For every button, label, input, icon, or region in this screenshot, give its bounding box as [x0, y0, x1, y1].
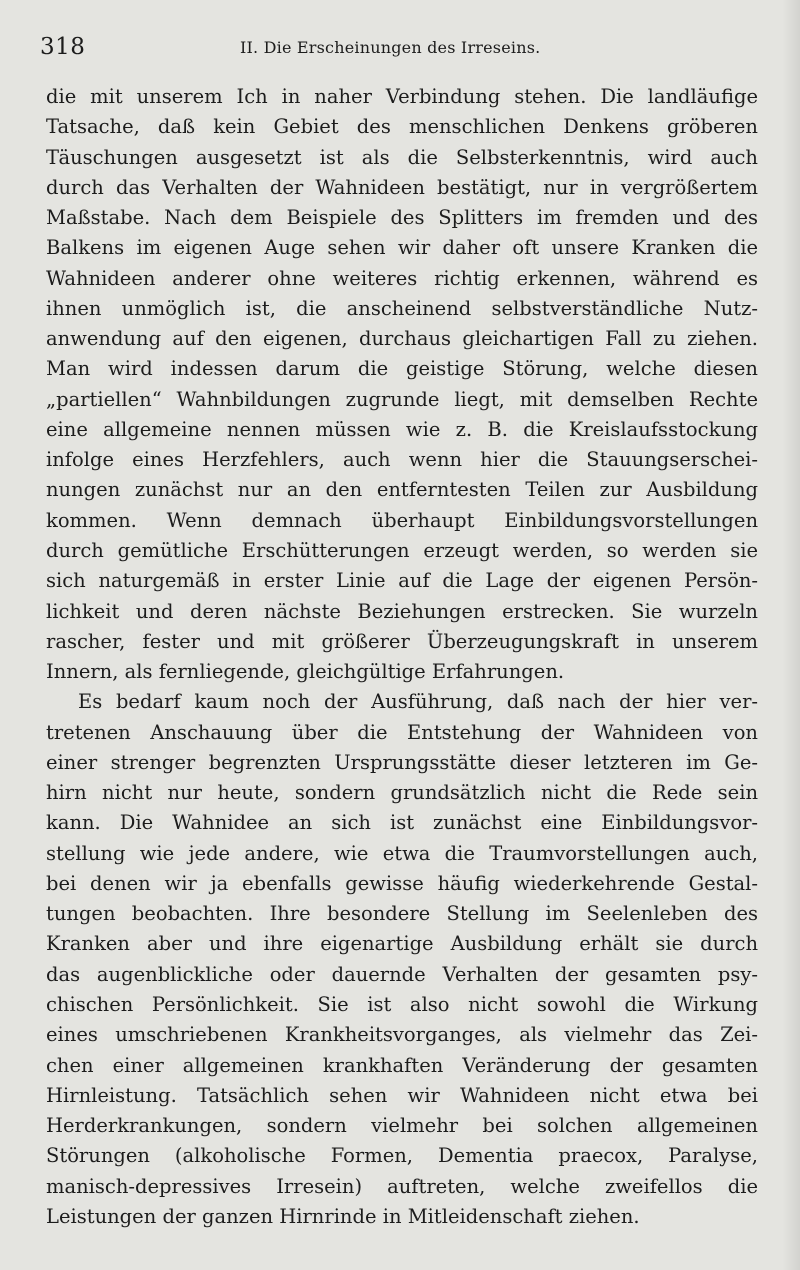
text-line: stellung wie jede andere, wie etwa die Traumvorstellungen auch,: [46, 841, 758, 865]
text-line: Leistungen der ganzen Hirnrinde in Mitleidenschaft ziehen.: [46, 1204, 640, 1228]
paragraph: [46, 687, 758, 1232]
text-line: tretenen Anschauung über die Entstehung der Wahnideen von: [46, 720, 758, 744]
text-line: „partiellen“ Wahnbildungen zugrunde liegt, mit demselben Rechte: [46, 387, 758, 411]
text-line: bei denen wir ja ebenfalls gewisse häufig wiederkehrende Gestal-: [46, 871, 758, 895]
text-line: ihnen unmöglich ist, die anscheinend selbstverständliche Nutz-: [46, 296, 758, 320]
text-line: tungen beobachten. Ihre besondere Stellung im Seelenleben des: [46, 902, 758, 926]
text-line: Wahnideen anderer ohne weiteres richtig erkennen, während es: [46, 266, 758, 290]
text-line: Herderkrankungen, sondern vielmehr bei solchen allgemeinen: [46, 1114, 758, 1138]
text-line: die mit unserem Ich in naher Verbindung stehen. Die landläufige: [46, 85, 758, 108]
paragraph: [46, 82, 758, 687]
text-line: nungen zunächst nur an den entferntesten Teilen zur Ausbildung: [46, 478, 758, 502]
text-line: chen einer allgemeinen krankhaften Veränderung der gesamten: [46, 1053, 758, 1077]
text-line: einer strenger begrenzten Ursprungsstätte dieser letzteren im Ge-: [46, 750, 758, 774]
text-line: eine allgemeine nennen müssen wie z. B. die Kreislaufsstockung: [46, 417, 758, 441]
text-line: kann. Die Wahnidee an sich ist zunächst eine Einbildungsvor-: [46, 811, 758, 835]
text-line: Balkens im eigenen Auge sehen wir daher oft unsere Kranken die: [46, 236, 758, 260]
text-line: Tatsache, daß kein Gebiet des menschlichen Denkens gröberen: [46, 115, 758, 139]
text-line: Kranken aber und ihre eigenartige Ausbildung erhält sie durch: [46, 932, 758, 956]
page-edge-shadow: [782, 0, 800, 1270]
text-line: sich naturgemäß in erster Linie auf die Lage der eigenen Persön-: [46, 569, 758, 593]
text-line: kommen. Wenn demnach überhaupt Einbildungsvorstellungen: [46, 508, 758, 532]
running-title: II. Die Erscheinungen des Irreseins.: [240, 38, 541, 57]
text-line: infolge eines Herzfehlers, auch wenn hier die Stauungserschei-: [46, 448, 758, 472]
text-line: anwendung auf den eigenen, durchaus gleichartigen Fall zu ziehen.: [46, 327, 758, 351]
text-line: Störungen (alkoholische Formen, Dementia praecox, Paralyse,: [46, 1144, 758, 1168]
text-line: durch das Verhalten der Wahnideen bestätigt, nur in vergrößertem: [46, 175, 758, 199]
text-line: das augenblickliche oder dauernde Verhalten der gesamten psy-: [46, 962, 758, 986]
text-line: Hirnleistung. Tatsächlich sehen wir Wahnideen nicht etwa bei: [46, 1083, 758, 1107]
text-line: Man wird indessen darum die geistige Störung, welche diesen: [46, 357, 758, 381]
text-line: Innern, als fernliegende, gleichgültige Erfahrungen.: [46, 660, 565, 684]
text-line: rascher, fester und mit größerer Überzeugungskraft in unserem: [46, 629, 758, 653]
text-line: durch gemütliche Erschütterungen erzeugt werden, so werden sie: [46, 538, 758, 562]
text-line: manisch-depressives Irresein) auftreten, welche zweifellos die: [46, 1174, 758, 1198]
text-line: Maßstabe. Nach dem Beispiele des Splitters im fremden und des: [46, 206, 758, 230]
text-line: Es bedarf kaum noch der Ausführung, daß nach der hier ver-: [78, 690, 758, 714]
text-line: Täuschungen ausgesetzt ist als die Selbsterkenntnis, wird auch: [46, 145, 758, 169]
page-number: 318: [40, 34, 86, 60]
text-line: eines umschriebenen Krankheitsvorganges, als vielmehr das Zei-: [46, 1023, 758, 1047]
body-text: [46, 82, 758, 1232]
text-line: lichkeit und deren nächste Beziehungen erstrecken. Sie wurzeln: [46, 599, 758, 623]
text-line: chischen Persönlichkeit. Sie ist also nicht sowohl die Wirkung: [46, 992, 758, 1016]
text-line: hirn nicht nur heute, sondern grundsätzlich nicht die Rede sein: [46, 781, 758, 805]
page-header: [40, 34, 760, 62]
